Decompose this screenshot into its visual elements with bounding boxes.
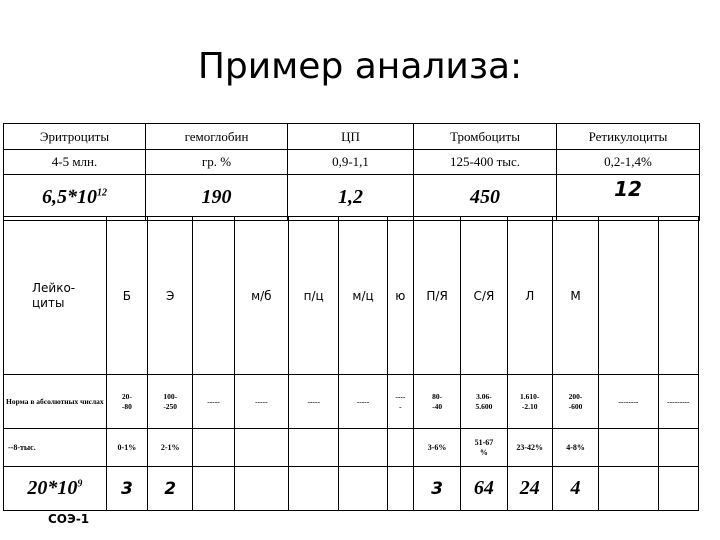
label-cell: Лейко- циты	[4, 217, 107, 375]
norm-cell: 200- -600	[552, 375, 598, 429]
value-cell: 64	[461, 467, 507, 511]
norm-cell: -----	[234, 375, 288, 429]
value-cell: 450	[414, 175, 557, 221]
header-cell: ЦП	[288, 124, 414, 150]
value-cell	[599, 467, 658, 511]
percent-cell	[658, 429, 698, 467]
percent-cell: 4-8%	[552, 429, 598, 467]
norm-cell: ---------	[658, 375, 698, 429]
value-exponent: 9	[77, 478, 83, 490]
value-cell: 190	[146, 175, 288, 221]
norm-cell: 0,9-1,1	[288, 150, 414, 175]
value-cell	[234, 467, 288, 511]
label-cell: ю	[387, 217, 413, 375]
norm-cell: -----	[289, 375, 339, 429]
value-cell: 1,2	[288, 175, 414, 221]
value-cell: 3	[413, 467, 460, 511]
blood-test-table-top	[3, 123, 700, 221]
label-cell: м/б	[234, 217, 288, 375]
header-cell: гемоглобин	[146, 124, 288, 150]
value-text: 6,5*10	[42, 186, 97, 208]
norm-cell: -----	[339, 375, 387, 429]
percent-cell	[193, 429, 234, 467]
value-cell: 3	[106, 467, 147, 511]
norm-cell: 80- -40	[413, 375, 460, 429]
page-title: Пример анализа:	[197, 46, 523, 87]
value-cell-erythrocytes	[4, 175, 146, 221]
percent-cell	[599, 429, 658, 467]
value-cell	[289, 467, 339, 511]
value-cell-leukocytes	[4, 467, 107, 511]
value-row	[4, 175, 700, 221]
label-cell: П/Я	[413, 217, 460, 375]
label-cell: п/ц	[289, 217, 339, 375]
label-cell: С/Я	[461, 217, 507, 375]
norm-cell: 1.610- -2.10	[507, 375, 552, 429]
label-cell: Э	[148, 217, 193, 375]
norm-cell: Норма в абсолютных числах	[4, 375, 107, 429]
label-row	[4, 217, 699, 375]
norm-row	[4, 375, 699, 429]
norm-cell: 0,2-1,4%	[557, 150, 700, 175]
label-cell: Б	[106, 217, 147, 375]
percent-cell: 23-42%	[507, 429, 552, 467]
header-cell: Тромбоциты	[414, 124, 557, 150]
value-cell	[193, 467, 234, 511]
esr-label: СОЭ-1	[48, 512, 90, 526]
leukocyte-table	[3, 216, 699, 511]
value-cell	[387, 467, 413, 511]
percent-cell	[234, 429, 288, 467]
percent-cell: 3-6%	[413, 429, 460, 467]
norm-cell: гр. %	[146, 150, 288, 175]
norm-cell: 100- -250	[148, 375, 193, 429]
percent-cell	[289, 429, 339, 467]
value-cell	[339, 467, 387, 511]
label-cell: М	[552, 217, 598, 375]
label-cell	[193, 217, 234, 375]
norm-row	[4, 150, 700, 175]
norm-cell: 125-400 тыс.	[414, 150, 557, 175]
norm-cell: 3.06- 5.600	[461, 375, 507, 429]
percent-cell: 51-67 %	[461, 429, 507, 467]
header-cell: Ретикулоциты	[557, 124, 700, 150]
percent-row	[4, 429, 699, 467]
label-cell: м/ц	[339, 217, 387, 375]
header-cell: Эритроциты	[4, 124, 146, 150]
norm-cell: -----	[193, 375, 234, 429]
label-cell	[599, 217, 658, 375]
value-cell	[658, 467, 698, 511]
header-row	[4, 124, 700, 150]
value-row	[4, 467, 699, 511]
norm-cell: 4-5 млн.	[4, 150, 146, 175]
norm-cell: --------	[599, 375, 658, 429]
percent-cell: 2-1%	[148, 429, 193, 467]
percent-cell	[339, 429, 387, 467]
norm-cell: 20- -80	[106, 375, 147, 429]
value-cell: 2	[148, 467, 193, 511]
norm-cell: ---- -	[387, 375, 413, 429]
percent-cell	[387, 429, 413, 467]
value-cell: 24	[507, 467, 552, 511]
value-exponent: 12	[97, 187, 107, 199]
value-text: 20*10	[27, 477, 78, 499]
value-cell: 12	[557, 175, 700, 221]
label-cell: Л	[507, 217, 552, 375]
percent-cell: --8-тыс.	[4, 429, 107, 467]
percent-cell: 0-1%	[106, 429, 147, 467]
label-cell	[658, 217, 698, 375]
value-cell: 4	[552, 467, 598, 511]
